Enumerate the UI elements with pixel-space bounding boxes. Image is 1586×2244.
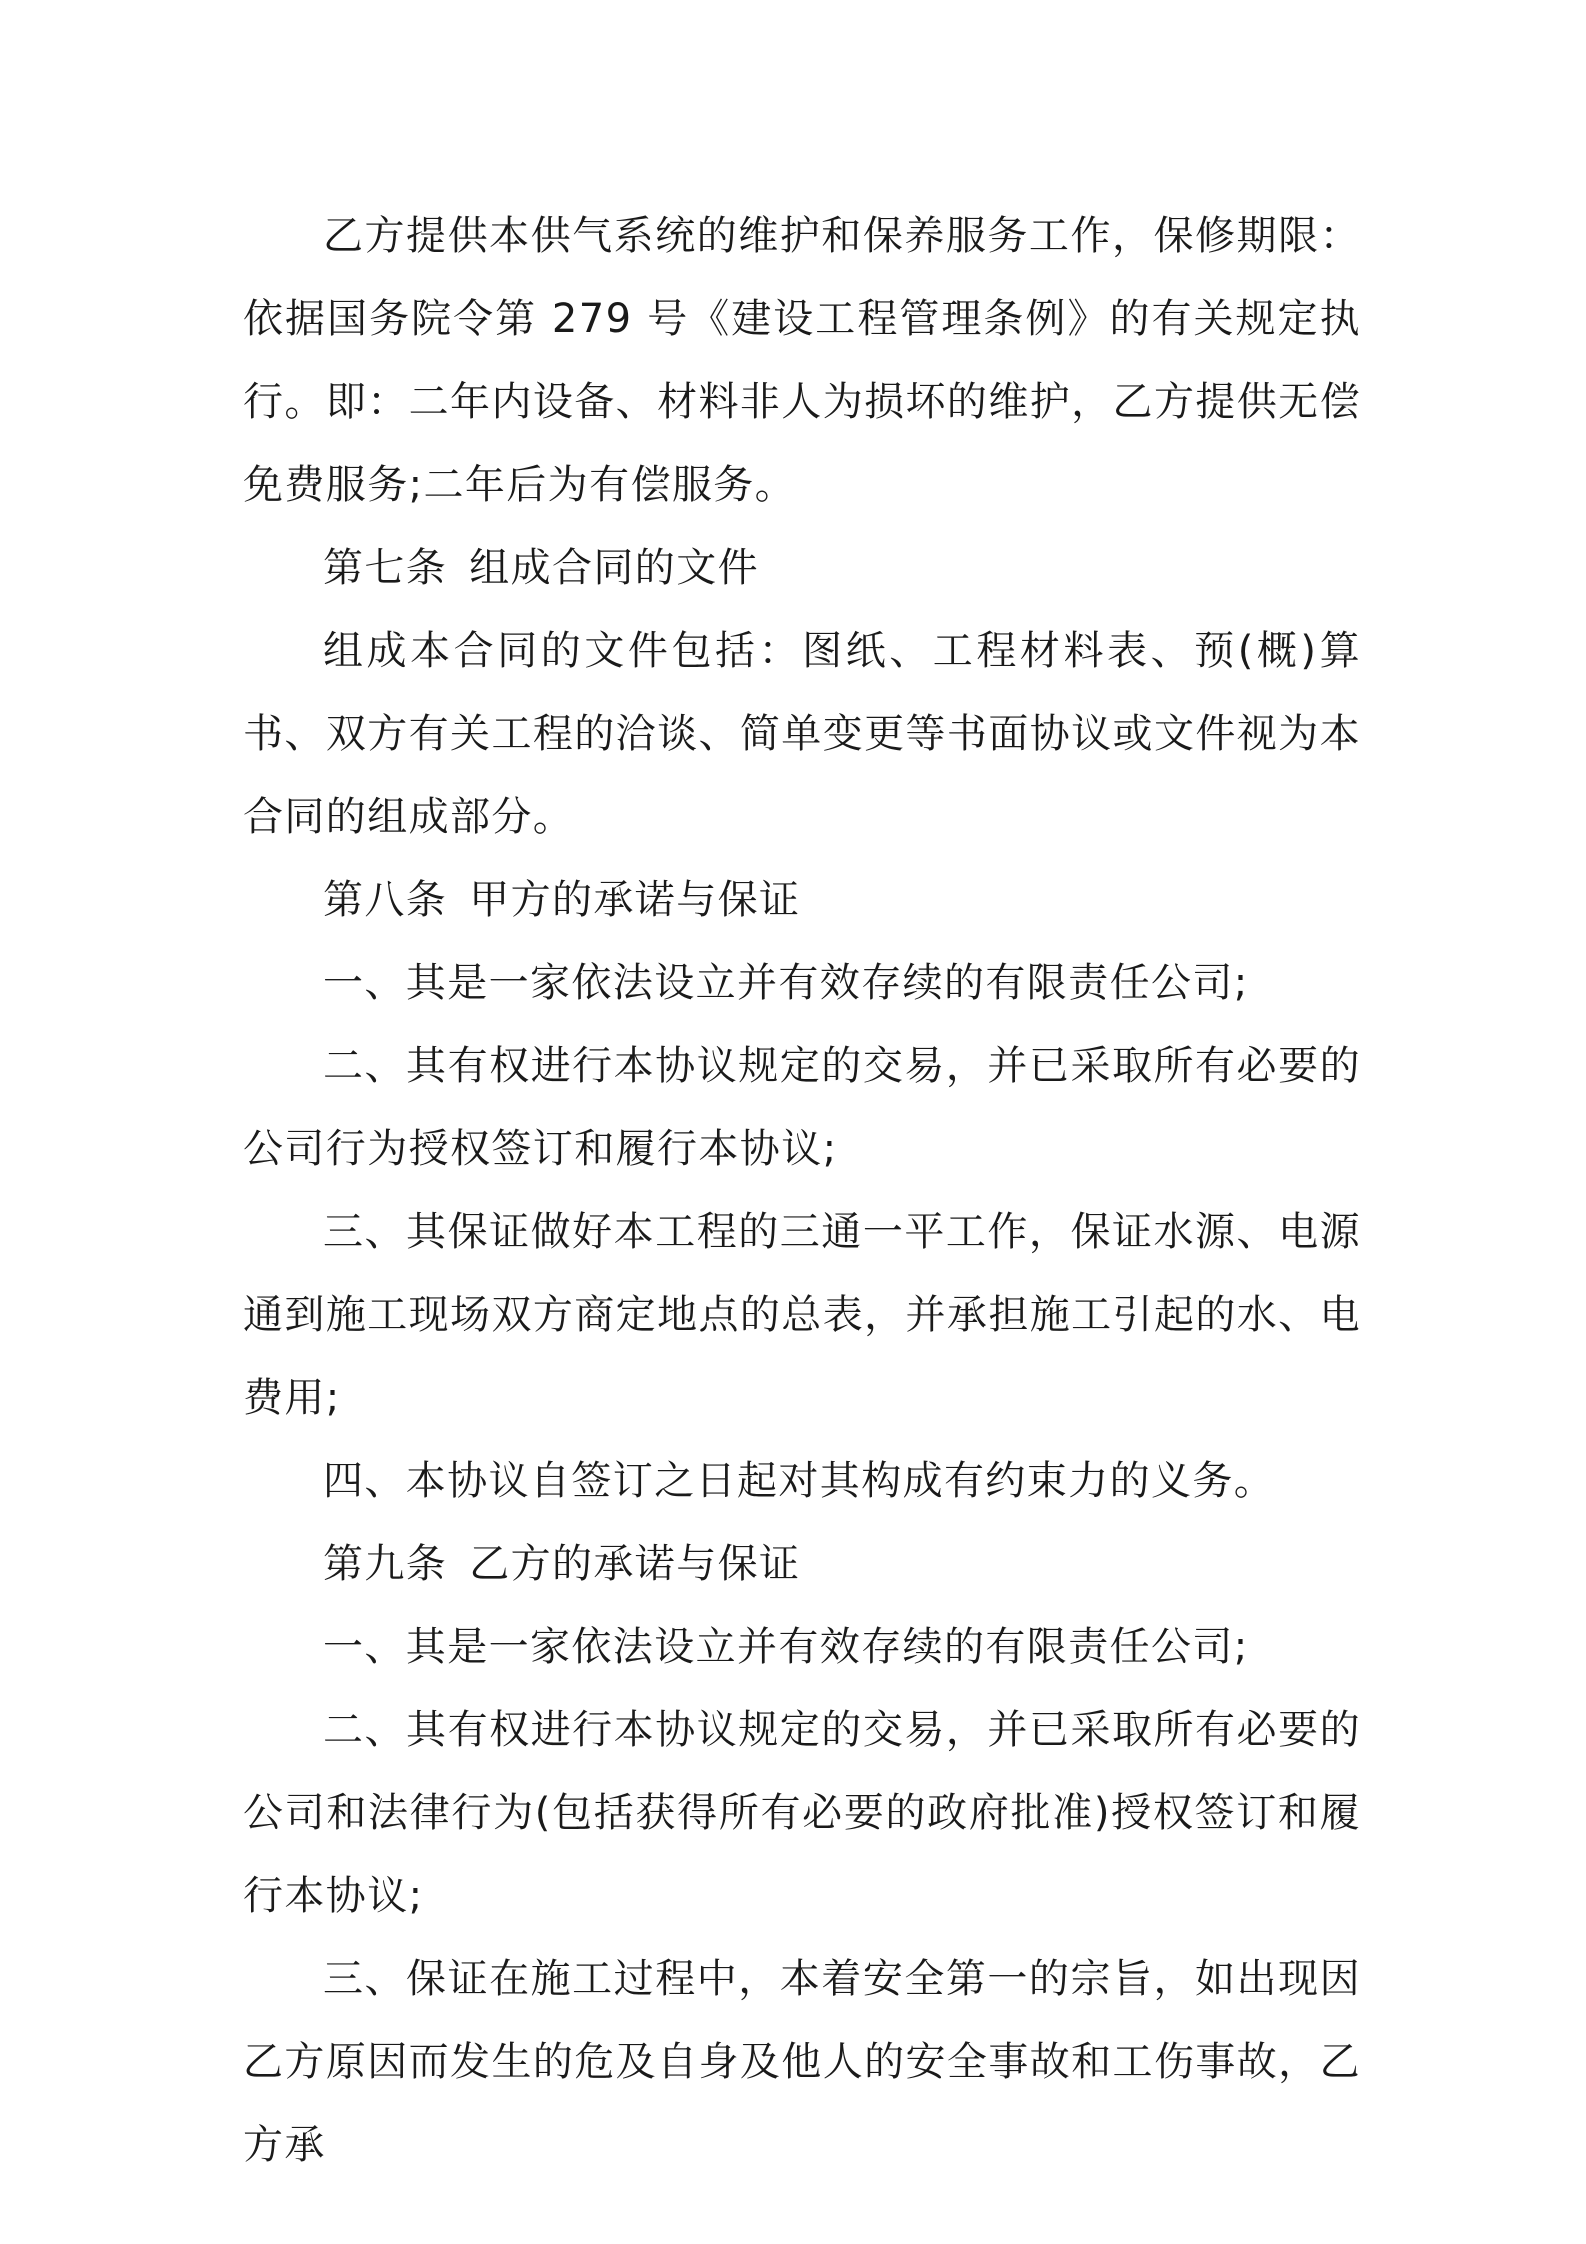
party-b-clause-3: 三、保证在施工过程中，本着安全第一的宗旨，如出现因乙方原因而发生的危及自身及他人的安全事故和工伤事故，乙方承 bbox=[243, 1956, 1361, 2168]
article-8-heading bbox=[243, 859, 1361, 942]
party-a-clause-2: 二、其有权进行本协议规定的交易，并已采取所有必要的公司行为授权签订和履行本协议; bbox=[243, 1043, 1361, 1172]
party-a-clause-1: 一、其是一家依法设立并有效存续的有限责任公司; bbox=[323, 960, 1249, 1006]
document-body bbox=[243, 195, 1361, 2187]
article-9-number: 第九条 bbox=[323, 1541, 448, 1587]
party-b-clause-2: 二、其有权进行本协议规定的交易，并已采取所有必要的公司和法律行为(包括获得所有必要的政府批准)授权签订和履行本协议; bbox=[243, 1707, 1361, 1919]
party-b-clause-1: 一、其是一家依法设立并有效存续的有限责任公司; bbox=[323, 1624, 1249, 1670]
paragraph-contract-documents: 组成本合同的文件包括：图纸、工程材料表、预(概)算书、双方有关工程的洽谈、简单变更等书面协议或文件视为本合同的组成部分。 bbox=[243, 628, 1361, 840]
article-7-heading bbox=[243, 527, 1361, 610]
party-a-clause-4: 四、本协议自签订之日起对其构成有约束力的义务。 bbox=[323, 1458, 1276, 1504]
article-7-number: 第七条 bbox=[323, 545, 448, 591]
article-9-heading bbox=[243, 1523, 1361, 1606]
paragraph-warranty: 乙方提供本供气系统的维护和保养服务工作，保修期限：依据国务院令第 279 号《建设工程管理条例》的有关规定执行。即：二年内设备、材料非人为损坏的维护，乙方提供无偿免费服务;二年后为有偿服务。 bbox=[243, 213, 1361, 508]
article-8-number: 第八条 bbox=[323, 877, 448, 923]
party-a-clause-3: 三、其保证做好本工程的三通一平工作，保证水源、电源通到施工现场双方商定地点的总表，并承担施工引起的水、电费用; bbox=[243, 1209, 1361, 1421]
article-8-title: 甲方的承诺与保证 bbox=[469, 877, 801, 923]
article-9-title: 乙方的承诺与保证 bbox=[469, 1541, 801, 1587]
article-7-title: 组成合同的文件 bbox=[469, 545, 760, 591]
